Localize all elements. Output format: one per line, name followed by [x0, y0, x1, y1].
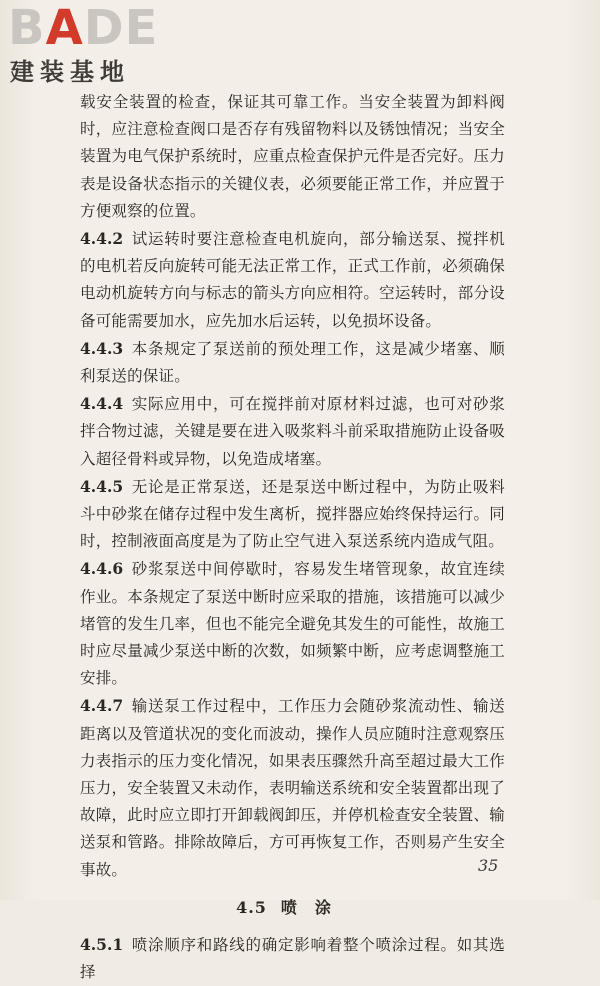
- clause-text: 砂浆泵送中间停歇时，容易发生堵管现象，故宜连续作业。本条规定了泵送中断时应采取的措施，该措施可以减少堵管的发生几率，但也不能完全避免其发生的可能性，故施工时应尽量减少泵送中断的次数，如频繁中断，应考虑调整施工安排。: [80, 560, 505, 688]
- section-title: 喷涂: [280, 897, 349, 917]
- clause-text: 试运转时要注意检查电机旋向，部分输送泵、搅拌机的电机若反向旋转可能无法正常工作，正式工作前，必须确保电动机旋转方向与标志的箭头方向应相符。空运转时，部分设备可能需要加水，应先加水后运转，以免损坏设备。: [80, 230, 505, 330]
- clause-4-5-1: [80, 931, 505, 986]
- clause-text: 输送泵工作过程中，工作压力会随砂浆流动性、输送距离以及管道状况的变化而波动，操作人员应随时注意观察压力表指示的压力变化情况，如果表压骤然升高至超过最大工作压力，安全装置又未动作，表明输送系统和安全装置都出现了故障，此时应立即打开卸载阀卸压，并停机检查安全装置、输送泵和管路。排除故障后，方可再恢复工作，否则易产生安全事故。: [80, 697, 505, 879]
- clause-4-4-2: [80, 225, 505, 335]
- clause-text: 喷涂顺序和路线的确定影响着整个喷涂过程。如其选择: [80, 935, 505, 982]
- clause-text: 本条规定了泵送前的预处理工作，这是减少堵塞、顺利泵送的保证。: [80, 339, 505, 386]
- logo-letters-de: DE: [83, 0, 159, 56]
- paragraph-continued: [80, 89, 505, 225]
- clause-number: 4.4.5: [80, 476, 124, 496]
- clause-number: 4.4.4: [80, 394, 124, 414]
- clause-4-4-4: [80, 390, 505, 473]
- clause-4-4-3: [80, 335, 505, 390]
- page-number: 35: [478, 856, 499, 875]
- clause-text: 实际应用中，可在搅拌前对原材料过滤，也可对砂浆拌合物过滤，关键是要在进入吸浆料斗前采取措施防止设备吸入超径骨料或异物，以免造成堵塞。: [80, 395, 505, 468]
- clause-4-4-7: [80, 692, 505, 883]
- clause-number: 4.4.6: [80, 559, 124, 579]
- clause-number: 4.4.3: [80, 338, 124, 358]
- watermark-logo: [8, 2, 178, 88]
- clause-number: 4.5.1: [80, 934, 124, 954]
- logo-letter-b: B: [8, 0, 46, 56]
- clause-4-4-6: [80, 555, 505, 692]
- paragraph-text: 载安全装置的检查，保证其可靠工作。当安全装置为卸料阀时，应注意检查阀口是否存有残留物料以及锈蚀情况；当安全装置为电气保护系统时，应重点检查保护元件是否完好。压力表是设备状态指示的关键仪表，必须要能正常工作，并应置于方便观察的位置。: [80, 93, 505, 220]
- page-body: [80, 89, 505, 986]
- logo-wordmark: [8, 2, 158, 54]
- clause-number: 4.4.2: [80, 229, 124, 249]
- clause-4-4-5: [80, 473, 505, 556]
- section-heading: [80, 894, 505, 921]
- logo-subtitle: 建装基地: [10, 58, 130, 86]
- clause-number: 4.4.7: [80, 696, 124, 716]
- section-number: 4.5: [236, 897, 267, 917]
- clause-text: 无论是正常泵送，还是泵送中断过程中，为防止吸料斗中砂浆在储存过程中发生离析，搅拌器应始终保持运行。同时，控制液面高度是为了防止空气进入泵送系统内造成气阻。: [80, 477, 505, 551]
- logo-letter-a: A: [45, 0, 84, 56]
